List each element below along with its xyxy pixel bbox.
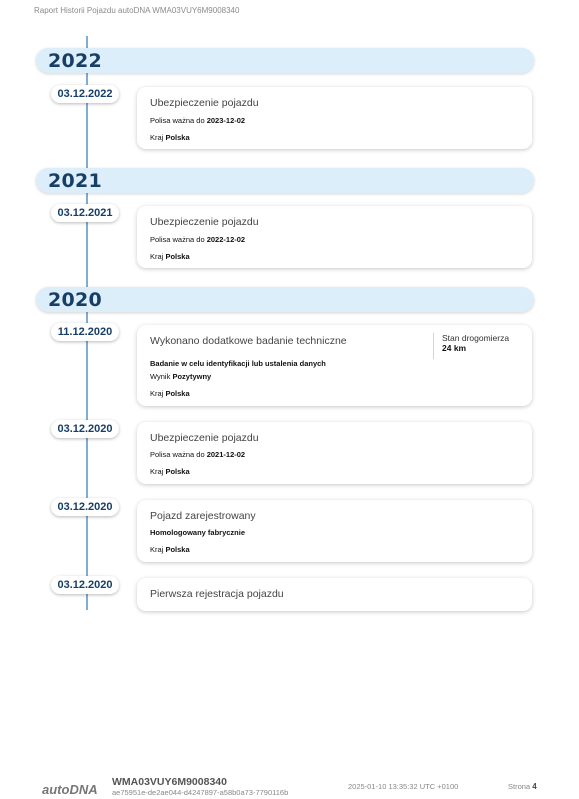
odometer-label: Stan drogomierza [442,333,510,343]
event-date: 03.12.2020 [51,576,119,594]
autodna-logo: autoDNA [42,782,98,797]
footer-hash: ae75951e-de2ae044-d4247897-a58b0a73-7790116b [112,788,289,797]
event-card [137,500,532,562]
event-detail-line: Kraj Polska [150,133,190,142]
year-label: 2020 [48,289,103,311]
event-detail-line: Polisa ważna do 2022-12-02 [150,235,246,244]
event-title: Pierwsza rejestracja pojazdu [150,588,284,600]
event-card [137,206,532,268]
event-date: 03.12.2021 [51,204,119,222]
event-title: Ubezpieczenie pojazdu [150,216,259,228]
event-detail-line: Kraj Polska [150,467,190,476]
event-detail-line: Homologowany fabrycznie [150,528,246,537]
event-detail-line: Polisa ważna do 2023-12-02 [150,116,246,125]
event-detail-line: Badanie w celu identyfikacji lub ustalenia danych [150,359,326,368]
event-title: Ubezpieczenie pojazdu [150,432,259,444]
event-date: 03.12.2020 [51,420,119,438]
report-header: Raport Historii Pojazdu autoDNA WMA03VUY6M9008340 [34,6,240,15]
event-date: 11.12.2020 [51,323,119,341]
event-title: Ubezpieczenie pojazdu [150,97,259,109]
event-detail-line: Wynik Pozytywny [150,372,212,381]
odometer-box [433,333,509,359]
year-label: 2021 [48,170,103,192]
event-detail-line: Kraj Polska [150,389,190,398]
event-detail-line: Polisa ważna do 2021-12-02 [150,450,246,459]
year-band-2022 [36,48,534,73]
footer-vin: WMA03VUY6M9008340 [112,776,227,788]
event-card [137,325,532,406]
odometer-value: 24 km [442,343,467,353]
year-label: 2022 [48,50,103,72]
page-number: Strona 4 [508,782,537,791]
year-band-2020 [36,287,534,312]
event-title: Pojazd zarejestrowany [150,510,256,522]
event-detail-line: Kraj Polska [150,252,190,261]
event-date: 03.12.2022 [51,85,119,103]
event-card [137,578,532,611]
year-band-2021 [36,168,534,193]
footer-timestamp: 2025-01-10 13:35:32 UTC +0100 [348,782,459,791]
event-card [137,87,532,149]
event-title: Wykonano dodatkowe badanie techniczne [150,335,347,347]
event-detail-line: Kraj Polska [150,545,190,554]
event-card [137,422,532,484]
event-date: 03.12.2020 [51,498,119,516]
